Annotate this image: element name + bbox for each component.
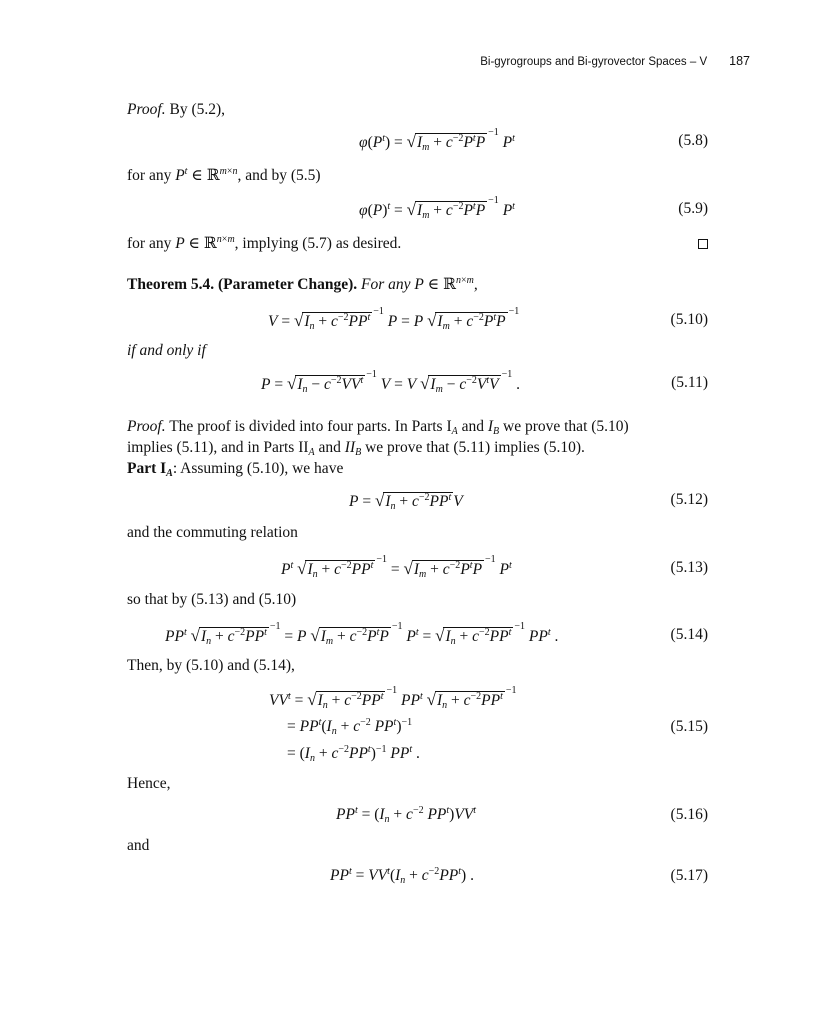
equation-5-15c: = $(I_n + c^{-2}PP^t)^{-1}$ $PP^t$ . (287, 744, 420, 764)
equation-5-9-formula: $\varphi(P)^t = √I_m + c^{-2}P^tP^{-1}$ $P^t$ (359, 195, 515, 221)
equation-5-11-formula: $P = √I_n - c^{-2}VV^{t-1}$ V = V $√I_m - c^{-2}V^tV^{-1}$ . (261, 369, 520, 395)
iff-line: if and only if (127, 342, 206, 359)
theorem-line: Theorem 5.4. (Parameter Change). For any P ∈ ℝ$^{n\times m}$, (127, 275, 478, 293)
proof-label: Proof. (127, 101, 166, 118)
equation-number: (5.11) (671, 374, 708, 391)
so-that-line: so that by (5.13) and (5.10) (127, 591, 297, 608)
hence-line: Hence, (127, 775, 171, 792)
equation-5-15a: $VV^t = √I_n + c^{-2}PP^{t-1}$ $PP^t$ $√I_n + c^{-2}PP^{t-1}$ (269, 685, 517, 711)
equation-5-13-formula: $P^t$ $√I_n + c^{-2}PP^{t-1} = √I_m + c^{-2}P^tP^{-1}$ $P^t$ (281, 554, 512, 580)
equation-number: (5.17) (670, 867, 708, 884)
equation-5-8 (127, 127, 708, 156)
equation-number: (5.14) (670, 626, 708, 643)
equation-number: (5.12) (670, 491, 708, 508)
qed-square (698, 239, 708, 249)
proof2-line1: Proof. The proof is divided into four parts. In Parts $I_A$ and $I_B$ we prove that (5.10) (127, 418, 629, 437)
equation-5-17 (127, 867, 708, 891)
running-title: Bi-gyrogroups and Bi-gyrovector Spaces – V (480, 56, 708, 68)
theorem-label: Theorem 5.4. (Parameter Change). (127, 276, 358, 293)
equation-5-15: = $PP^t(I_n + c^{-2}$ $PP^t)^{-1}$ (5.15) (287, 717, 708, 737)
text-line: for any P ∈ ℝ$^{n\times m}$, implying (5.7) as desired. (127, 234, 402, 252)
equation-number: (5.9) (678, 200, 708, 217)
part-ia-line: Part $I_A$: Assuming (5.10), we have (127, 460, 344, 479)
equation-5-16 (127, 806, 708, 830)
equation-5-11 (127, 369, 708, 398)
equation-5-10 (127, 306, 708, 335)
equation-5-9 (127, 195, 708, 224)
equation-5-13 (127, 554, 708, 583)
equation-5-14 (127, 621, 708, 650)
equation-number: (5.10) (670, 311, 708, 328)
equation-number: (5.8) (678, 132, 708, 149)
equation-number: (5.15) (670, 718, 708, 735)
proof-intro-text: By (5.2), (169, 101, 226, 118)
equation-5-8-formula: $\varphi(P^t) = √I_m + c^{-2}P^tP^{-1}$ $P^t$ (359, 127, 515, 153)
equation-number: (5.16) (670, 806, 708, 823)
commuting-line: and the commuting relation (127, 524, 298, 541)
equation-5-14-formula: $PP^t$ $√I_n + c^{-2}PP^{t-1} = P$ $√I_m + c^{-2}P^tP^{-1}$ $P^t = √I_n + c^{-2}PP^{t-1}$ $PP^t$ . (165, 621, 559, 647)
equation-5-16-formula: $PP^t = (I_n + c^{-2}$ $PP^t)VV^t$ (336, 805, 477, 825)
proof2-line2: implies (5.11), and in Parts $II_A$ and $II_B$ we prove that (5.11) implies (5.10). (127, 439, 585, 458)
page-number: 187 (729, 54, 750, 68)
and-line: and (127, 837, 150, 854)
text-line: for any $P^t$ ∈ ℝ$^{m\times n}$, and by (5.5) (127, 166, 321, 184)
then-by-line: Then, by (5.10) and (5.14), (127, 657, 295, 674)
equation-5-17-formula: $PP^t = VV^t(I_n + c^{-2}PP^t)$ . (330, 866, 474, 886)
equation-5-12 (127, 491, 708, 515)
equation-5-12-formula: $P = √I_n + c^{-2}PP^t$ V (349, 491, 463, 512)
proof-intro-line (127, 101, 708, 119)
running-header (480, 54, 750, 68)
equation-number: (5.13) (670, 559, 708, 576)
equation-5-10-formula: $V = √I_n + c^{-2}PP^{t-1}$ P = P $√I_m + c^{-2}P^tP^{-1}$ (268, 306, 520, 332)
